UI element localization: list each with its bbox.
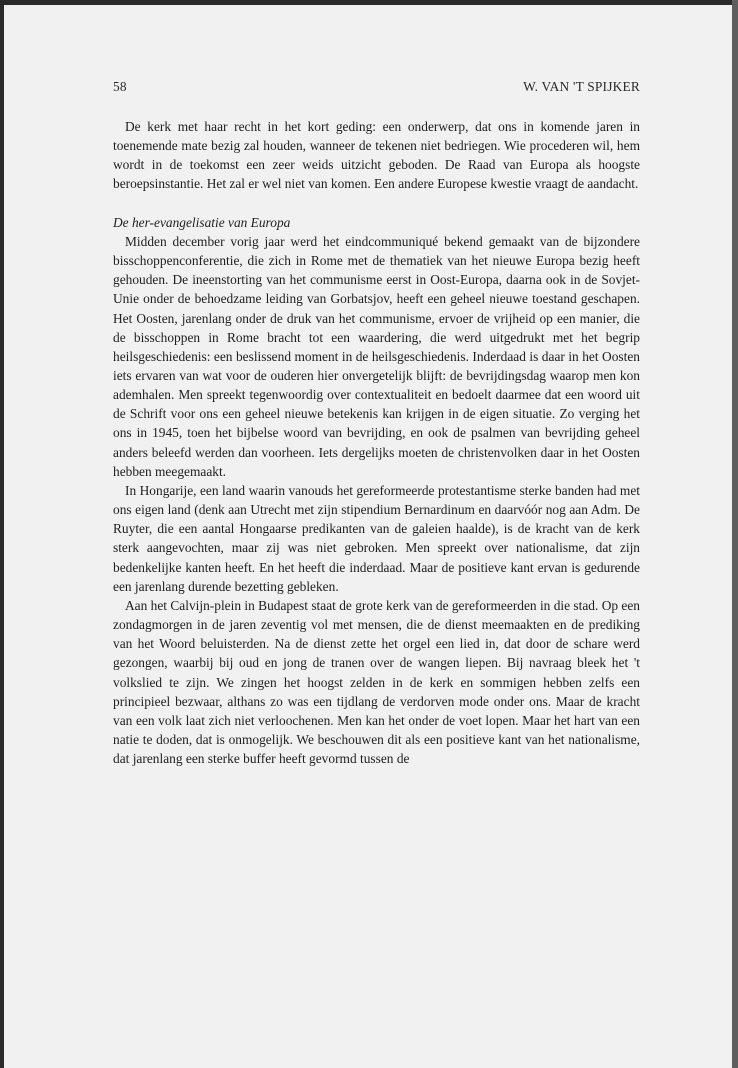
paragraph-hongarije: In Hongarije, een land waarin vanouds het gereformeerde protestantisme sterke banden had met ons eigen land (denk aan Utrecht met zijn stipendium Bernardinum en daarvóór nog aan Adm. De Ruyter, die een aantal Hongaarse predikanten van de galeien haalde), is de kracht van de kerk sterk aangevochten, maar zij was niet gebroken. Men spreekt over nationalisme, dat zijn bedenkelijke kanten heeft. En het heeft die inderdaad. Maar de positieve kant ervan is gedurende een jarenlang durende bezetting gebleken. (113, 482, 640, 594)
paragraph-budapest: Aan het Calvijn-plein in Budapest staat de grote kerk van de gereformeerden in die stad. Op een zondagmorgen in de jaren zeventig vol met mensen, die de dienst meemaakten en de prediking van het Woord beluisterden. Na de dienst zette het orgel een lied in, dat door de schare werd gezongen, waarbij bij oud en jong de tranen over de wangen liepen. Bij navraag bleek het 't volkslied te zijn. We zingen het hoogst zelden in de kerk en sommigen hebben zelfs een principieel bezwaar, althans zo was een tijdlang de verdorven mode onder ons. Maar de kracht van een volk laat zich niet verloochenen. Men kan het onder de voet lopen. Maar het hart van een natie te doden, dat is onmogelijk. We beschouwen dit als een positieve kant van het nationalisme, dat jarenlang een sterke buffer heeft gevormd tussen de (113, 597, 640, 767)
page-number: 58 (113, 79, 127, 94)
body-text (113, 117, 640, 768)
running-head-author: W. VAN 'T SPIJKER (523, 79, 640, 94)
paragraph-bisschoppenconferentie: Midden december vorig jaar werd het eindcommuniqué bekend gemaakt van de bijzondere bisschoppenconferentie, die zich in Rome met de thematiek van het nieuwe Europa bezig heeft gehouden. De ineenstorting van het communisme eerst in Oost-Europa, daarna ook in de Sovjet-Unie onder de behoedzame leiding van Gorbatsjov, heeft een geheel nieuwe toestand geschapen. Het Oosten, jarenlang onder de druk van het communisme, ervoer de vrijheid op een manier, die de bisschoppen in Rome bracht tot een waardering, die werd uitgedrukt met het begrip heilsgeschiedenis: een beslissend moment in de heilsgeschiedenis. Inderdaad is daar in het Oosten iets ervaren van wat voor de ouderen hier onvergetelijk blijft: de bevrijdingsdag waarop men kon ademhalen. Men spreekt tegenwoordig over contextualiteit en bedoelt daarmee dat een woord uit de Schrift voor ons een geheel nieuwe betekenis kan krijgen in de eigen situatie. Zo verging het ons in 1945, toen het bijbelse woord van bevrijding, en ook de psalmen van bevrijding geheel anders beleefd werden dan voorheen. Iets dergelijks moeten de christenvolken daar in het Oosten hebben meegemaakt. (113, 233, 640, 479)
section-title: De her-evangelisatie van Europa (113, 214, 291, 230)
paragraph-kort-geding: De kerk met haar recht in het kort geding: een onderwerp, dat ons in komende jaren in toenemende mate bezig zal houden, wanneer de tekenen niet bedriegen. Wie procederen wil, hem wordt in de toekomst een zeer weids uitzicht geboden. De Raad van Europa als hoogste beroepsinstantie. Het zal er wel niet van komen. Een andere Europese kwestie vraagt de aandacht. (113, 119, 640, 192)
running-head (113, 79, 640, 97)
scan-right-edge (732, 0, 738, 1068)
